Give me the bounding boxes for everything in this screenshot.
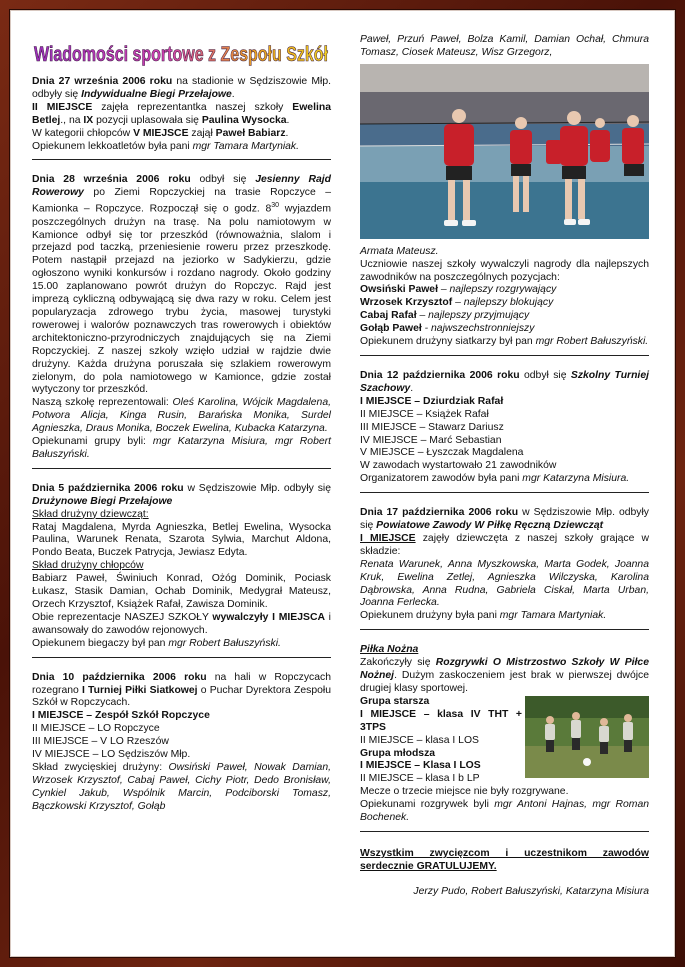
divider	[360, 629, 649, 630]
football-results: Grupa starsza I MIEJSCE – klasa IV THT + 3TPS II MIEJSCE – klasa I LOS Grupa młodsza I MIEJSCE – Klasa I LOS II MIEJSCE – klasa I b LP	[360, 696, 649, 786]
page-title	[32, 30, 332, 74]
divider	[32, 657, 331, 658]
divider	[360, 831, 649, 832]
article-cross-country: Dnia 27 września 2006 roku na stadionie w Sędziszowie Młp. odbyły się Indywidualne Biegi Przełajowe. II MIEJSCE zajęła reprezentantka naszej szkoły Ewelina Betlej., na IX pozycji uplasowała się Paulina Wysocka. W kategorii chłopców V MIEJSCE zajął Paweł Babiarz. Opiekunem lekkoatletów była pani mgr Tamara Martyniak.	[32, 76, 331, 152]
article-chess: Dnia 12 października 2006 roku odbył się Szkolny Turniej Szachowy. I MIEJSCE – Dziurdziak Rafał II MIEJSCE – Książek Rafał III MIEJSCE – Stawarz Dariusz IV MIEJSCE – Marć Sebastian V MIEJSCE – Łyszczak Magdalena W zawodach wystartowało 21 zawodników Organizatorem zawodów była pani mgr Katarzyna Misiura.	[360, 369, 649, 485]
divider	[32, 468, 331, 469]
congratulations: Wszystkim zwycięzcom i uczestnikom zawodów serdecznie GRATULUJEMY.	[360, 847, 649, 872]
right-column	[360, 34, 649, 899]
signature: Jerzy Pudo, Robert Bałuszyński, Katarzyna Misiura	[413, 885, 649, 897]
football-notes: Mecze o trzecie miejsce nie były rozgrywane. Opiekunami rozgrywek byli mgr Antoni Hajnas, mgr Roman Bochenek.	[360, 786, 649, 824]
article-handball: Dnia 17 października 2006 roku w Sędziszowie Młp. odbyły się Powiatowe Zawody W Piłkę Ręczną Dziewcząt I MIEJSCE zajęły dziewczęta z naszej szkoły grające w składzie: Renata Warunek, Anna Myszkowska, Marta Godek, Joanna Kruk, Ewelina Zetlej, Agnieszka Wilczyska, Karolina Dąbrowska, Anna Rudna, Gabriela Ciskał, Marta Urban, Joanna Ferlecka. Opiekunem drużyny była pani mgr Tamara Martyniak.	[360, 507, 649, 622]
football-photo	[525, 696, 649, 778]
newsletter-page	[9, 9, 676, 958]
article-team-cross-country: Dnia 5 października 2006 roku w Sędziszowie Młp. odbyły się Drużynowe Biegi Przełajowe Skład drużyny dziewcząt: Rataj Magdalena, Myrda Agnieszka, Betlej Ewelina, Wysocka Paulina, Warunek Renata, Szarota Sylwia, Marchut Aldona, Pondo Beata, Buczek Patrycja, Jewiasz Edyta. Skład drużyny chłopców Babiarz Paweł, Świniuch Konrad, Ożóg Dominik, Pociask Łukasz, Stasik Damian, Ochab Dominik, Medygrał Mateusz, Orzech Krzysztof, Książek Rafał, Zawisza Dominik. Obie reprezentacje NASZEJ SZKOŁY wywalczyły I MIEJSCA i awansowały do zawodów rejonowych. Opiekunem biegaczy był pan mgr Robert Bałuszyński.	[32, 482, 331, 649]
article-volleyball: Dnia 10 października 2006 roku na hali w Ropczycach rozegrano I Turniej Piłki Siatkowej o Puchar Dyrektora Zespołu Szkół w Ropczycach. I MIEJSCE – Zespół Szkół Ropczyce II MIEJSCE – LO Ropczyce III MIEJSCE – V LO Rzeszów IV MIEJSCE – LO Sędziszów Młp. Skład zwycięskiej drużyny: Owsiński Paweł, Nowak Damian, Wrzosek Krzysztof, Cabaj Paweł, Cichy Piotr, Dedo Bronisław, Cynkiel Jakub, Wspólnik Marcin, Podciborski Tomasz, Bączkowski Krzysztof, Gołąb	[32, 671, 331, 812]
left-column	[32, 76, 331, 814]
divider	[360, 355, 649, 356]
divider	[360, 492, 649, 493]
article-football: Piłka Nożna Zakończyły się Rozgrywki O Mistrzostwo Szkoły W Piłce Nożnej. Dużym zaskoczeniem jest brak w pierwszej dwójce drugiej klasy sportowej.	[360, 644, 649, 694]
article-bike-rally: Dnia 28 września 2006 roku odbył się Jesienny Rajd Rowerowy po Ziemi Ropczyckiej na trasie Ropczyce – Kamionka – Ropczyce. Rozpoczął się o godz. $8^{30}$ wyjazdem poszczególnych drużyn na trasę. Na polu namiotowym w Kamionce odbył się tor przeszkód (równoważnia, slalom i przejazd pod taczką, przeniesienie roweru przez przeszkodę. Potem nastąpił przejazd na jeziorko w Sadykierzu, gdzie ogłoszono wyniki konkursów i rozdano nagrody. Około godziny 15.00 zaplanowano powrót drużyn do Ropczyc. Rajd jest imprezą cykliczną odbywającą się dwa razy w roku. Celem jest popularyzacja zdrowego trybu życia, masowej turystyki rowerowej i walorów poznawczych tras rowerowych i obiektów architektoniczno-przyrodniczych znajdujących się na Ziemi Ropczyckiej. Z naszej szkoły wzięło udział w rajdzie dwie drużyny. Każda drużyna poruszała się szlakiem rowerowym zielonym, do pola namiotowego w Kamionce, gdzie został wytyczony tor przeszkód. Naszą szkołę reprezentowali: Oleś Karolina, Wójcik Magdalena, Potwora Alicja, Kinga Rusin, Barańska Monika, Surdel Agnieszka, Draus Monika, Boczek Ewelina, Kubacka Katarzyna. Opiekunami grupy byli: mgr Katarzyna Misiura, mgr Robert Bałuszyński.	[32, 174, 331, 460]
volleyball-photo	[360, 64, 649, 239]
article-volleyball-awards: Armata Mateusz. Uczniowie naszej szkoły wywalczyli nagrody dla najlepszych zawodników na poszczególnych pozycjach: Owsiński Paweł – najlepszy rozgrywający Wrzosek Krzysztof – najlepszy blokujący Cabaj Rafał – najlepszy przyjmujący Gołąb Paweł - najwszechstronniejszy Opiekunem drużyny siatkarzy był pan mgr Robert Bałuszyński.	[360, 245, 649, 348]
divider	[32, 159, 331, 160]
volleyball-team-continued: Paweł, Przuń Paweł, Bolza Kamil, Damian Ochał, Chmura Tomasz, Ciosek Mateusz, Wisz Grzegorz,	[360, 34, 649, 58]
svg-text:Wiadomości sportowe z Zespołu: Wiadomości sportowe z Zespołu Szkół	[34, 42, 329, 66]
